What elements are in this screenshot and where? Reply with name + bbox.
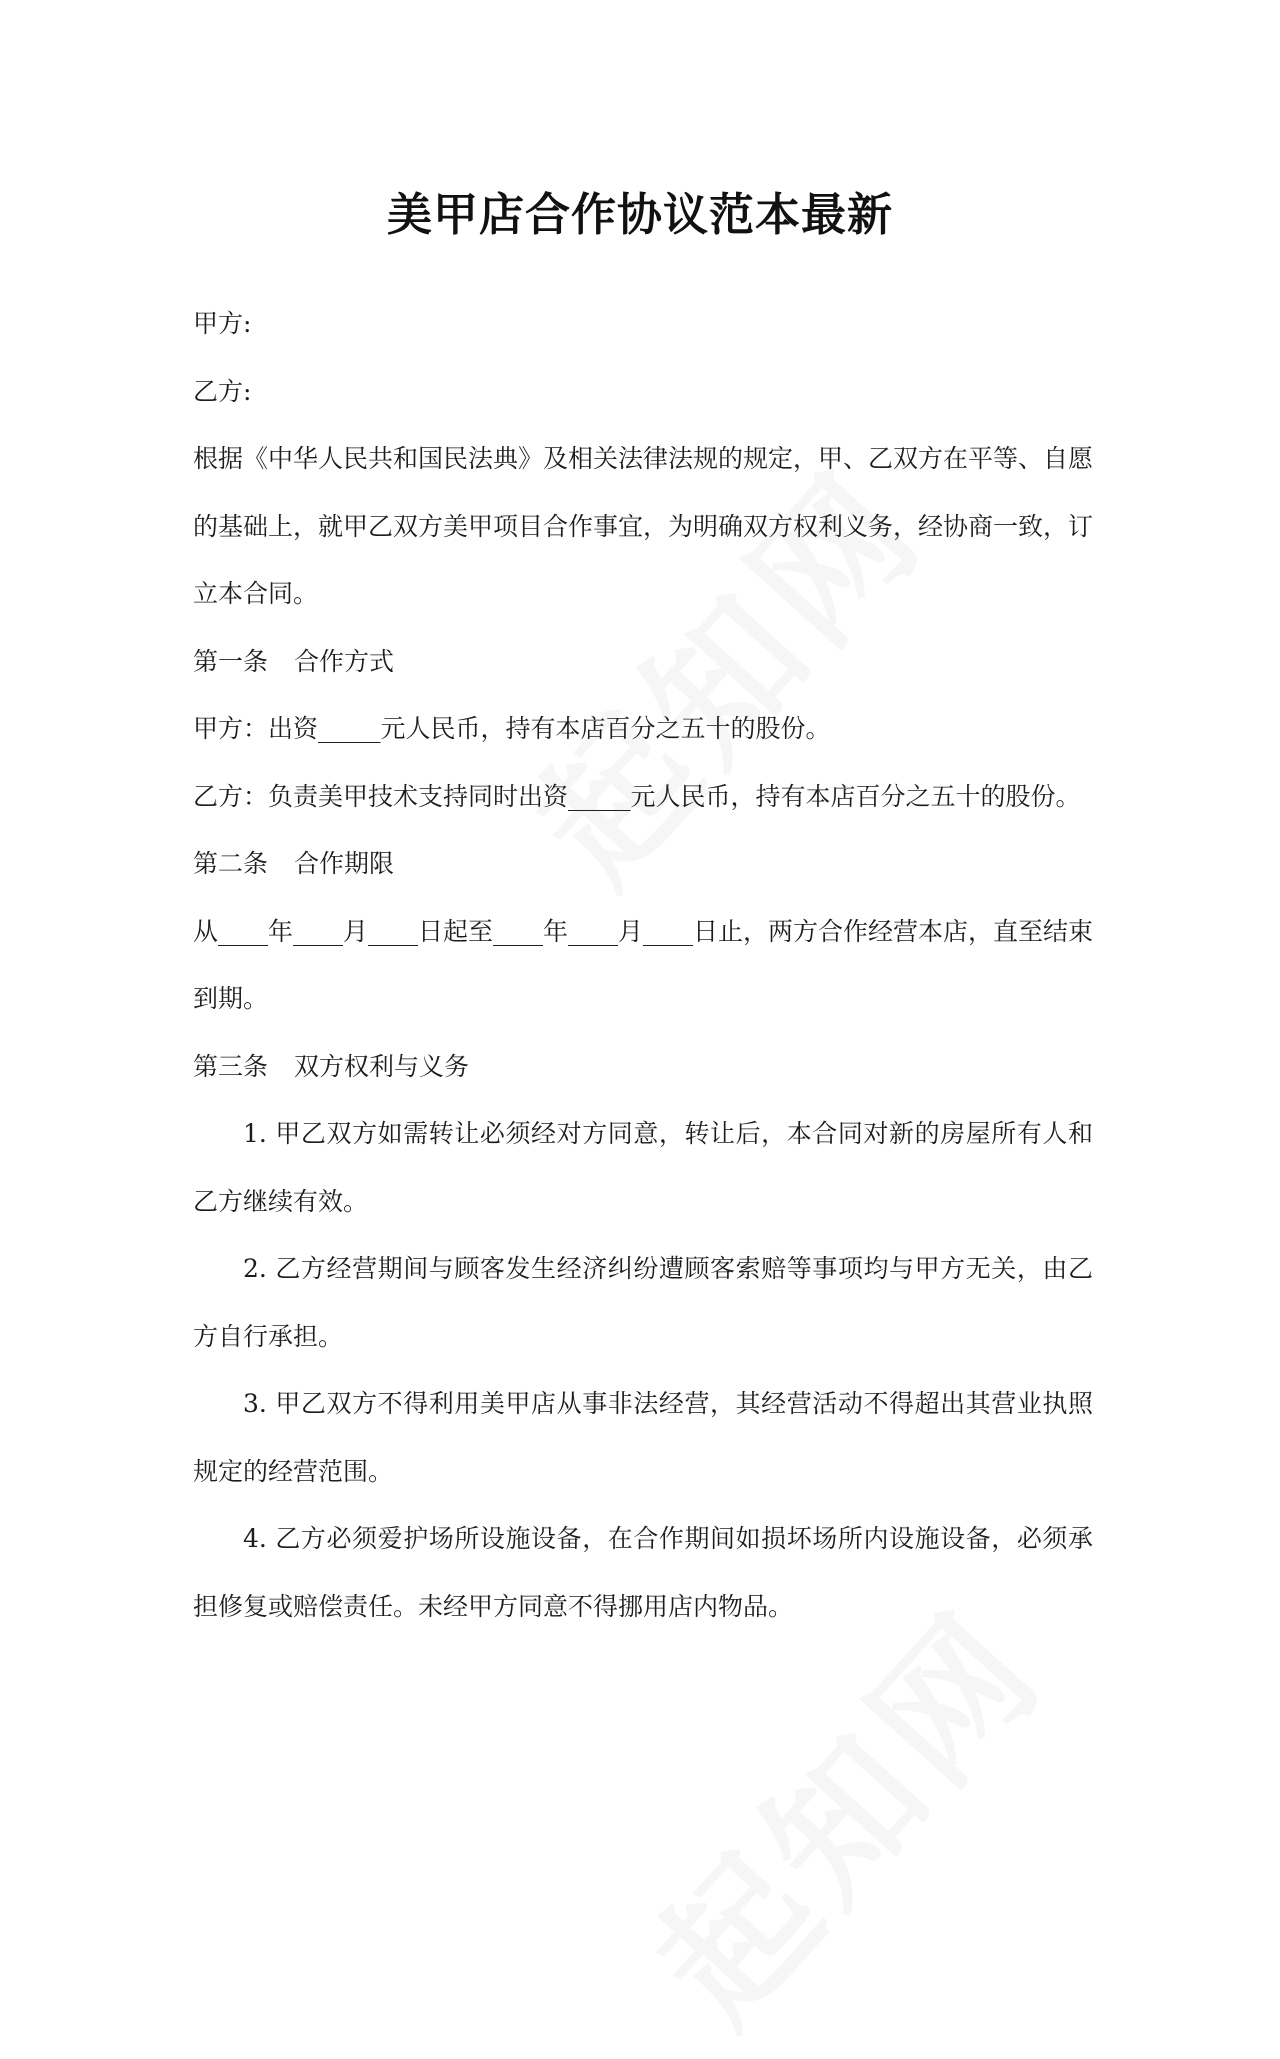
- article-2-heading: [193, 830, 1093, 898]
- party-b-line: 乙方:: [193, 376, 252, 406]
- preamble-paragraph: 根据《中华人民共和国民法典》及相关法律法规的规定，甲、乙双方在平等、自愿的基础上，就甲乙双方美甲项目合作事宜，为明确双方权利义务，经协商一致，订立本合同。: [193, 444, 1094, 608]
- article-3-heading: [193, 1033, 1093, 1101]
- party-a-line: 甲方:: [193, 309, 252, 338]
- document-body: [193, 290, 1093, 1640]
- article-1-heading: [193, 628, 1093, 696]
- document-title: 美甲店合作协议范本最新: [386, 188, 893, 241]
- article-3-number: 第三条: [193, 1051, 269, 1081]
- article-2-title: 合作期限: [294, 849, 395, 878]
- article-1-party-a: 甲方：出资_____元人民币，持有本店百分之五十的股份。: [193, 714, 831, 743]
- article-1-number: 第一条: [193, 646, 269, 676]
- clause-1: 1. 甲乙双方如需转让必须经对方同意，转让后，本合同对新的房屋所有人和乙方继续有效。: [193, 1119, 1093, 1216]
- article-1-title: 合作方式: [294, 646, 395, 676]
- article-1-party-b: 乙方：负责美甲技术支持同时出资_____元人民币，持有本店百分之五十的股份。: [193, 781, 1081, 811]
- article-2-number: 第二条: [193, 849, 269, 878]
- clause-3: 3. 甲乙双方不得利用美甲店从事非法经营，其经营活动不得超出其营业执照规定的经营范围。: [193, 1389, 1093, 1486]
- clause-2: 2. 乙方经营期间与顾客发生经济纠纷遭顾客索赔等事项均与甲方无关，由乙方自行承担。: [193, 1254, 1093, 1351]
- article-2-text: 从____年____月____日起至____年____月____日止，两方合作经营本店，直至结束到期。: [193, 916, 1094, 1013]
- clause-4: 4. 乙方必须爱护场所设施设备，在合作期间如损坏场所内设施设备，必须承担修复或赔偿责任。未经甲方同意不得挪用店内物品。: [193, 1524, 1093, 1621]
- article-3-title: 双方权利与义务: [294, 1051, 470, 1081]
